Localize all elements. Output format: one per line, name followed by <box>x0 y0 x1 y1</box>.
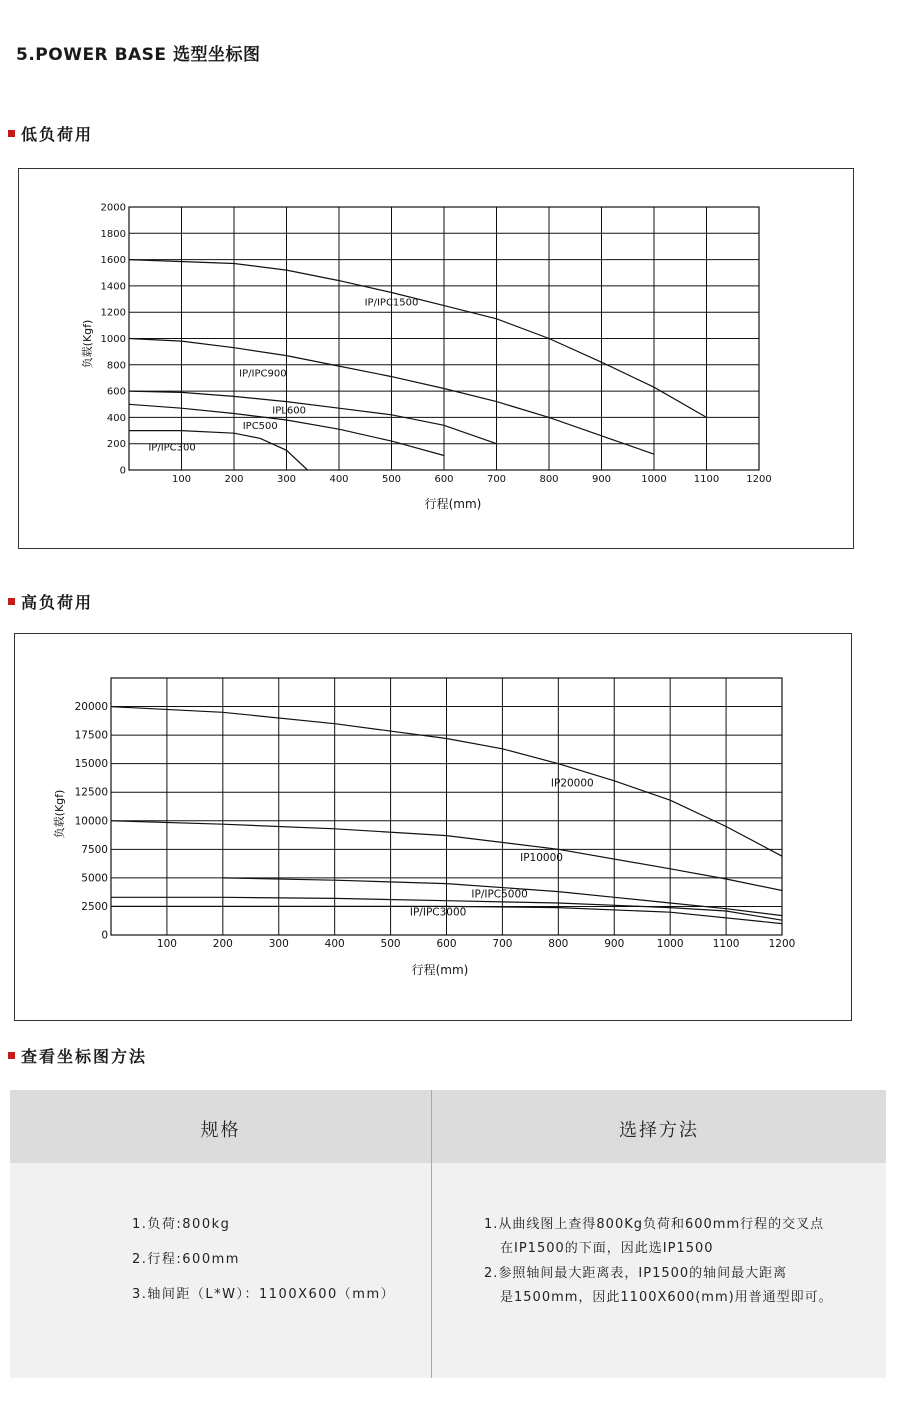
y-tick-label: 2500 <box>81 900 108 913</box>
x-axis-label: 行程(mm) <box>411 963 469 977</box>
y-tick-label: 400 <box>106 412 126 424</box>
y-tick-label: 17500 <box>74 729 108 742</box>
method-line-2: 在IP1500的下面，因此选IP1500 <box>500 1241 714 1256</box>
section-bullet-icon <box>8 1052 15 1059</box>
y-tick-label: 1400 <box>100 281 126 293</box>
y-tick-label: 1000 <box>100 334 126 345</box>
high-load-chart-svg <box>15 634 851 1020</box>
x-tick-label: 200 <box>212 938 233 950</box>
section-title-high-load-label: 高负荷用 <box>21 593 94 612</box>
section-title-low-load-label: 低负荷用 <box>21 125 94 144</box>
y-tick-label: 600 <box>106 386 126 398</box>
low-load-chart-svg <box>19 169 853 548</box>
high-load-chart <box>14 633 852 1021</box>
x-tick-label: 600 <box>436 938 457 950</box>
method-line-3: 2.参照轴间最大距离表，IP1500的轴间最大距离 <box>484 1266 788 1281</box>
x-tick-label: 600 <box>434 474 454 485</box>
x-tick-label: 500 <box>381 474 402 485</box>
series-label: IPL600 <box>272 405 306 417</box>
x-tick-label: 1100 <box>693 474 720 485</box>
method-line-4: 是1500mm，因此1100X600(mm)用普通型即可。 <box>500 1290 833 1305</box>
method-line-1: 1.从曲线图上查得800Kg负荷和600mm行程的交叉点 <box>484 1217 825 1232</box>
x-tick-label: 700 <box>492 938 513 950</box>
x-tick-label: 400 <box>324 938 345 950</box>
x-tick-label: 800 <box>539 474 559 485</box>
section-title-method-label: 查看坐标图方法 <box>21 1047 148 1066</box>
x-tick-label: 300 <box>276 474 297 485</box>
series-label: IP20000 <box>550 777 594 790</box>
section-title-method <box>8 1044 147 1067</box>
y-tick-label: 1200 <box>100 307 126 319</box>
y-tick-label: 15000 <box>74 758 108 771</box>
x-tick-label: 1000 <box>641 474 667 485</box>
method-table <box>10 1090 886 1378</box>
x-tick-label: 100 <box>171 474 192 485</box>
section-title-high-load <box>8 590 93 613</box>
section-title-low-load <box>8 122 93 145</box>
x-tick-label: 200 <box>224 474 244 485</box>
series-label: IP10000 <box>520 851 563 864</box>
series-label: IP/IPC900 <box>239 368 287 380</box>
x-tick-label: 100 <box>156 938 177 950</box>
y-tick-label: 7500 <box>81 843 108 856</box>
x-tick-label: 700 <box>486 474 507 485</box>
y-tick-label: 12500 <box>74 786 108 799</box>
spec-column-header: 规格 <box>200 1120 241 1141</box>
spec-stroke: 2.行程:600mm <box>132 1252 240 1267</box>
y-tick-label: 200 <box>106 439 126 451</box>
y-tick-label: 20000 <box>74 701 108 714</box>
series-label: IP/IPC1500 <box>364 297 419 309</box>
x-tick-label: 900 <box>604 938 625 950</box>
x-tick-label: 300 <box>268 938 289 950</box>
spec-axis-distance: 3.轴间距（L*W）：1100X600（mm） <box>132 1287 396 1302</box>
x-tick-label: 1200 <box>746 474 772 485</box>
x-tick-label: 500 <box>380 938 401 950</box>
y-tick-label: 10000 <box>74 815 108 828</box>
y-tick-label: 1800 <box>100 228 126 240</box>
y-tick-label: 800 <box>106 360 126 372</box>
y-tick-label: 0 <box>101 929 108 942</box>
series-label: IP/IPC3000 <box>409 906 467 919</box>
y-axis-label: 负载(Kgf) <box>81 319 94 369</box>
section-bullet-icon <box>8 598 15 605</box>
section-bullet-icon <box>8 130 15 137</box>
x-tick-label: 800 <box>548 938 569 950</box>
series-label: IP/IPC300 <box>148 442 196 454</box>
x-tick-label: 1200 <box>768 938 796 950</box>
x-tick-label: 1000 <box>656 938 684 950</box>
low-load-chart <box>18 168 854 549</box>
y-axis-label: 负载(Kgf) <box>53 789 66 839</box>
series-label: IPC500 <box>242 421 278 433</box>
y-tick-label: 2000 <box>100 202 126 214</box>
y-tick-label: 1600 <box>100 255 126 267</box>
series-label: IP/IPC5000 <box>471 888 528 901</box>
y-tick-label: 0 <box>119 465 126 477</box>
page-title: 5.POWER BASE 选型坐标图 <box>16 45 261 65</box>
method-column-header: 选择方法 <box>619 1120 699 1141</box>
y-tick-label: 5000 <box>81 872 108 885</box>
x-tick-label: 400 <box>329 474 349 485</box>
x-tick-label: 900 <box>591 474 612 485</box>
x-axis-label: 行程(mm) <box>424 497 482 511</box>
x-tick-label: 1100 <box>712 938 740 950</box>
spec-load: 1.负荷:800kg <box>132 1217 231 1232</box>
